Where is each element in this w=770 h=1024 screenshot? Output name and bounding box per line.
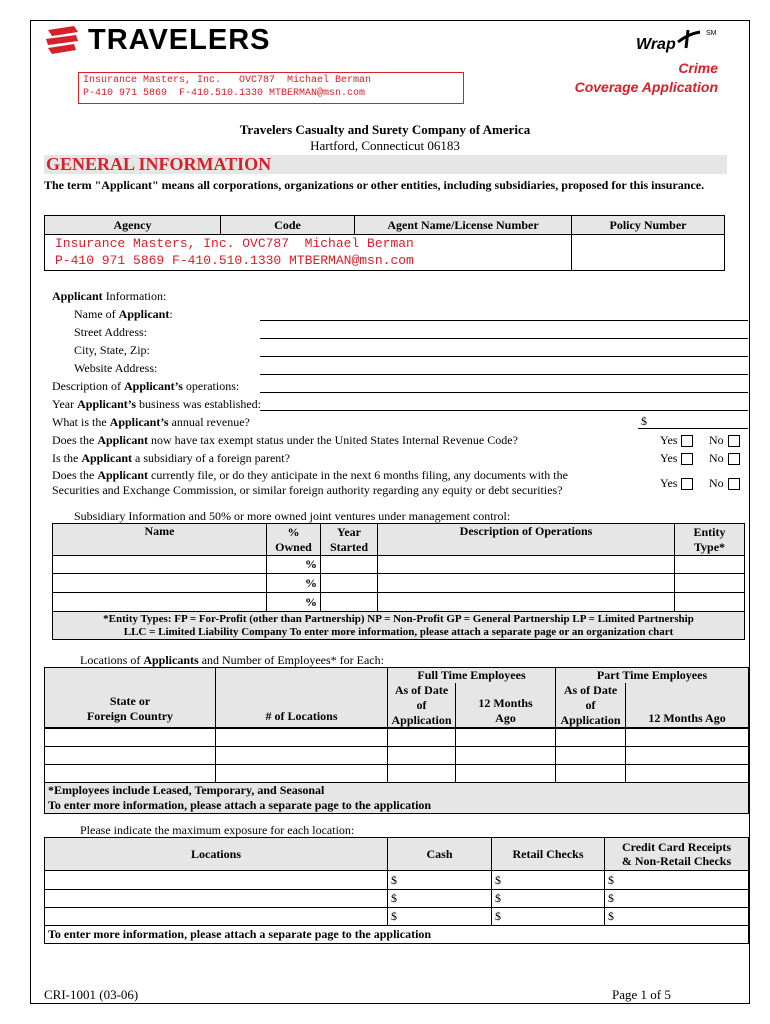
sec-filing-question-line2: Securities and Exchange Commission, or similar foreign authority regarding any equity or debt securities? xyxy=(52,483,563,497)
sec-filing-yes[interactable]: Yes xyxy=(660,476,693,491)
credit-card-header: Credit Card Receipts & Non-Retail Checks xyxy=(605,838,749,871)
applicant-info-heading: Applicant Information: xyxy=(52,289,167,303)
num-locations-header: # of Locations xyxy=(216,668,388,729)
policy-number-header: Policy Number xyxy=(572,216,725,235)
checkbox-icon[interactable] xyxy=(728,478,740,490)
checkbox-icon[interactable] xyxy=(681,435,693,447)
general-info-banner xyxy=(44,155,727,174)
table-row xyxy=(45,728,749,747)
tax-exempt-yes[interactable]: Yes xyxy=(660,433,693,448)
year-established-field[interactable] xyxy=(260,410,748,411)
entity-types-note: *Entity Types: FP = For-Profit (other than Partnership) NP = Non-Profit GP = General Partnership LP = Limited Partnership LLC = Limited Liability Company To enter more information, please attach a separate page or an organization chart xyxy=(53,612,745,640)
cash-header: Cash xyxy=(388,838,492,871)
code-header: Code xyxy=(221,216,355,235)
table-row: $ $ $ xyxy=(45,890,749,908)
operations-description-label: Description of Applicant’s operations: xyxy=(52,379,240,393)
foreign-parent-question: Is the Applicant a subsidiary of a foreign parent? xyxy=(52,451,290,465)
applicant-name-field[interactable] xyxy=(260,320,748,321)
checkbox-icon[interactable] xyxy=(728,453,740,465)
part-time-header: Part Time Employees xyxy=(556,668,749,684)
foreign-parent-yes[interactable]: Yes xyxy=(660,451,693,466)
logo-text: TRAVELERS xyxy=(88,24,271,56)
exposure-caption: Please indicate the maximum exposure for each location: xyxy=(80,823,355,837)
table-row xyxy=(45,747,749,765)
locations-rows xyxy=(44,727,749,814)
street-address-label: Street Address: xyxy=(74,325,147,339)
plus-icon xyxy=(676,28,702,50)
agency-info-line1[interactable]: Insurance Masters, Inc. OVC787 Michael Berman xyxy=(55,236,414,251)
year-started-header: Year Started xyxy=(321,524,378,556)
locations-header: Locations xyxy=(45,838,388,871)
wrap-logo: Wrap xyxy=(636,36,676,53)
table-row: % xyxy=(53,593,745,612)
checkbox-icon[interactable] xyxy=(681,453,693,465)
sec-filing-no[interactable]: No xyxy=(709,476,740,491)
page-number: Page 1 of 5 xyxy=(612,987,671,1002)
city-state-zip-field[interactable] xyxy=(260,356,748,357)
annual-revenue-field[interactable] xyxy=(638,428,748,429)
agency-stamp-box xyxy=(78,72,464,104)
locations-caption: Locations of Applicants and Number of Employees* for Each: xyxy=(80,653,384,667)
table-row: % xyxy=(53,574,745,593)
street-address-field[interactable] xyxy=(260,338,748,339)
year-established-label: Year Applicant’s business was established: xyxy=(52,397,262,411)
subsidiary-name-header: Name xyxy=(53,524,267,556)
retail-checks-header: Retail Checks xyxy=(492,838,605,871)
entity-type-header: Entity Type* xyxy=(675,524,745,556)
form-number: CRI-1001 (03-06) xyxy=(44,987,139,1002)
service-mark: SM xyxy=(706,30,717,37)
subsidiary-table xyxy=(52,523,745,640)
description-header: Description of Operations xyxy=(378,524,675,556)
table-row: $ $ $ xyxy=(45,871,749,890)
agent-name-header: Agent Name/License Number xyxy=(355,216,572,235)
table-row: % xyxy=(53,556,745,574)
pt-12-months-header: 12 Months Ago xyxy=(626,683,749,729)
general-info-heading: GENERAL INFORMATION xyxy=(46,154,272,174)
agency-stamp-line2: P-410 971 5869 F-410.510.1330 MTBERMAN@msn.com xyxy=(83,88,366,99)
operations-description-field[interactable] xyxy=(260,392,748,393)
pt-as-of-date-header: As of Date of Application xyxy=(556,683,626,729)
table-row xyxy=(45,765,749,783)
company-address: Hartford, Connecticut 06183 xyxy=(310,138,460,153)
applicant-definition: The term "Applicant" means all corporations, organizations or other entities, including subsidiaries, proposed for this insurance. xyxy=(44,178,705,192)
table-row: $ $ $ xyxy=(45,908,749,926)
agency-info-line2[interactable]: P-410 971 5869 F-410.510.1330 MTBERMAN@msn.com xyxy=(55,253,414,268)
website-address-field[interactable] xyxy=(260,374,748,375)
annual-revenue-dollar-sign: $ xyxy=(641,414,647,428)
policy-number-cell[interactable] xyxy=(572,235,725,271)
annual-revenue-label: What is the Applicant’s annual revenue? xyxy=(52,415,250,429)
applicant-name-label: Name of Applicant: xyxy=(74,307,173,321)
full-time-header: Full Time Employees xyxy=(388,668,556,684)
company-name: Travelers Casualty and Surety Company of America xyxy=(239,122,531,137)
city-state-zip-label: City, State, Zip: xyxy=(74,343,150,357)
foreign-parent-no[interactable]: No xyxy=(709,451,740,466)
agency-stamp-line1: Insurance Masters, Inc. OVC787 Michael Berman xyxy=(83,75,372,86)
exposure-table xyxy=(44,837,749,944)
checkbox-icon[interactable] xyxy=(681,478,693,490)
travelers-umbrella-logo-icon xyxy=(44,26,84,58)
employees-note: *Employees include Leased, Temporary, and Seasonal To enter more information, please attach a separate page to the application xyxy=(45,783,749,814)
locations-table xyxy=(44,667,749,729)
ft-as-of-date-header: As of Date of Application xyxy=(388,683,456,729)
subsidiary-caption: Subsidiary Information and 50% or more owned joint ventures under management control: xyxy=(74,509,511,523)
tax-exempt-no[interactable]: No xyxy=(709,433,740,448)
percent-owned-header: % Owned xyxy=(267,524,321,556)
state-country-header: State or Foreign Country xyxy=(45,668,216,729)
agency-header: Agency xyxy=(45,216,221,235)
app-title-coverage: Coverage Application xyxy=(574,79,718,95)
checkbox-icon[interactable] xyxy=(728,435,740,447)
ft-12-months-header: 12 Months Ago xyxy=(456,683,556,729)
sec-filing-question-line1: Does the Applicant currently file, or do they anticipate in the next 6 months filing, any documents with the xyxy=(52,468,568,482)
website-address-label: Website Address: xyxy=(74,361,158,375)
app-title-crime: Crime xyxy=(678,60,718,76)
exposure-note: To enter more information, please attach a separate page to the application xyxy=(45,926,749,944)
tax-exempt-question: Does the Applicant now have tax exempt status under the United States Internal Revenue Code? xyxy=(52,433,518,447)
